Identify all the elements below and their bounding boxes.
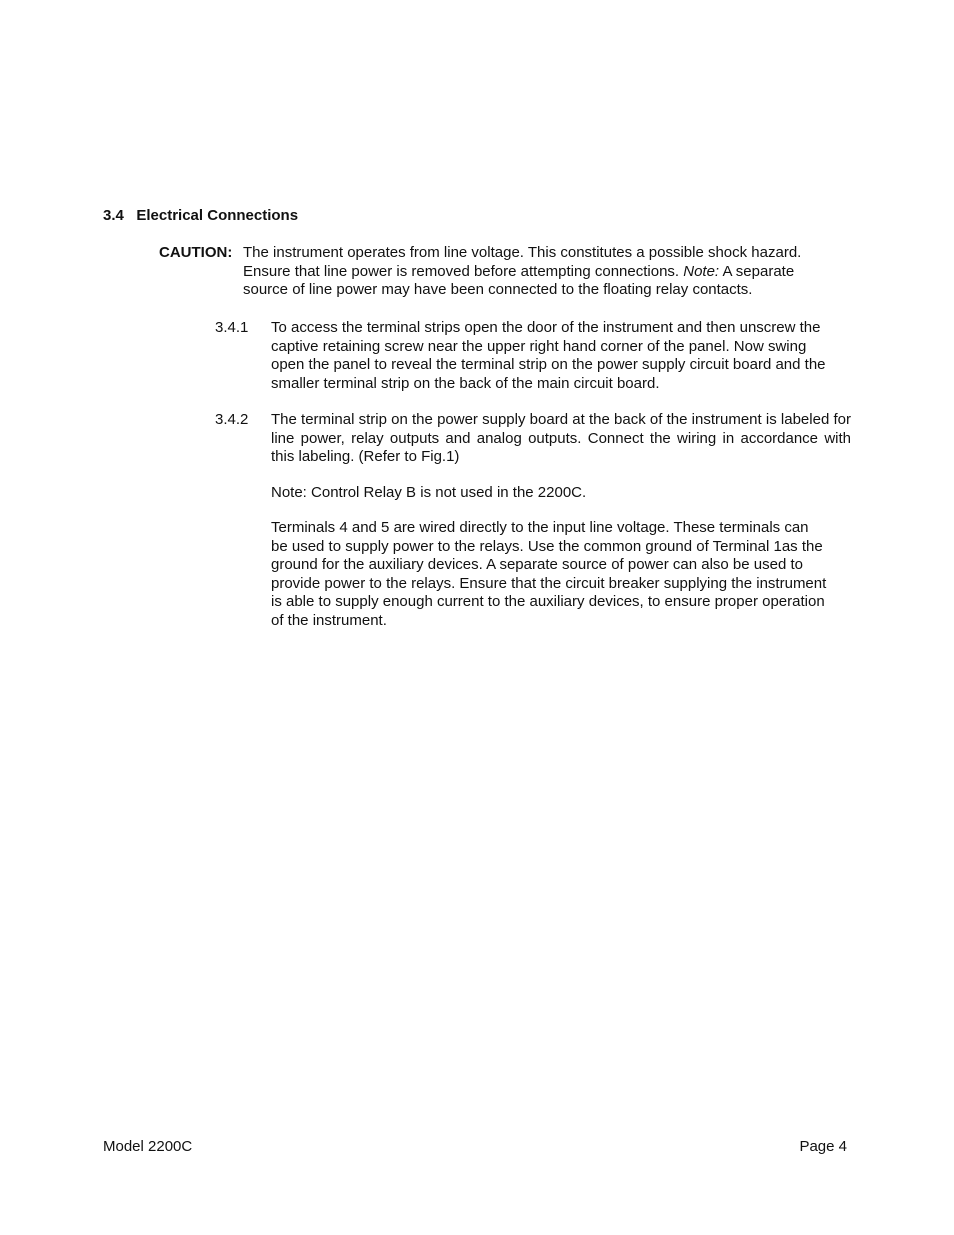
caution-line-3: source of line power may have been connected to the floating relay contacts. (243, 281, 753, 298)
footer-model: Model 2200C (103, 1138, 193, 1155)
caution-text (243, 244, 833, 300)
caution-line-1: The instrument operates from line voltage. This constitutes a possible shock hazard. (243, 244, 802, 261)
item-number-3-4-1: 3.4.1 (215, 319, 249, 336)
caution-line-2-text: Ensure that line power is removed before attempting connections. (243, 262, 684, 280)
item-3-4-1-line: smaller terminal strip on the back of the main circuit board. (271, 374, 660, 392)
item-number-3-4-2: 3.4.2 (215, 411, 249, 428)
terminals-line: ground for the auxiliary devices. A separate source of power can also be used to (271, 556, 803, 573)
item-3-4-1-line: captive retaining screw near the upper right hand corner of the panel. Now swing (271, 337, 807, 355)
footer-page-number: Page 4 (799, 1138, 847, 1155)
item-text-3-4-1 (271, 319, 851, 393)
terminals-line: be used to supply power to the relays. Use the common ground of Terminal 1as the (271, 537, 823, 555)
relay-note: Note: Control Relay B is not used in the 2200C. (271, 484, 587, 501)
terminals-line: of the instrument. (271, 611, 387, 629)
item-3-4-1-line: To access the terminal strips open the door of the instrument and then unscrew the (271, 319, 821, 336)
caution-line-2 (243, 263, 833, 282)
caution-line-2-tail: A separate (719, 262, 795, 280)
caution-note-label: Note: (683, 262, 720, 280)
section-heading: 3.4 Electrical Connections (103, 207, 299, 224)
terminals-line: Terminals 4 and 5 are wired directly to the input line voltage. These terminals can (271, 519, 809, 536)
terminals-line: provide power to the relays. Ensure that the circuit breaker supplying the instrument (271, 574, 827, 592)
terminals-line: is able to supply enough current to the auxiliary devices, to ensure proper operation (271, 593, 825, 610)
item-text-3-4-2: The terminal strip on the power supply board at the back of the instrument is labeled for line power, relay outputs and analog outputs. Connect the wiring in accordance with this labeling. (Refer to Fig.1) (271, 411, 851, 465)
item-3-4-1-line: open the panel to reveal the terminal strip on the power supply circuit board and the (271, 356, 826, 373)
caution-label: CAUTION: (159, 244, 233, 261)
terminals-paragraph (271, 519, 846, 630)
